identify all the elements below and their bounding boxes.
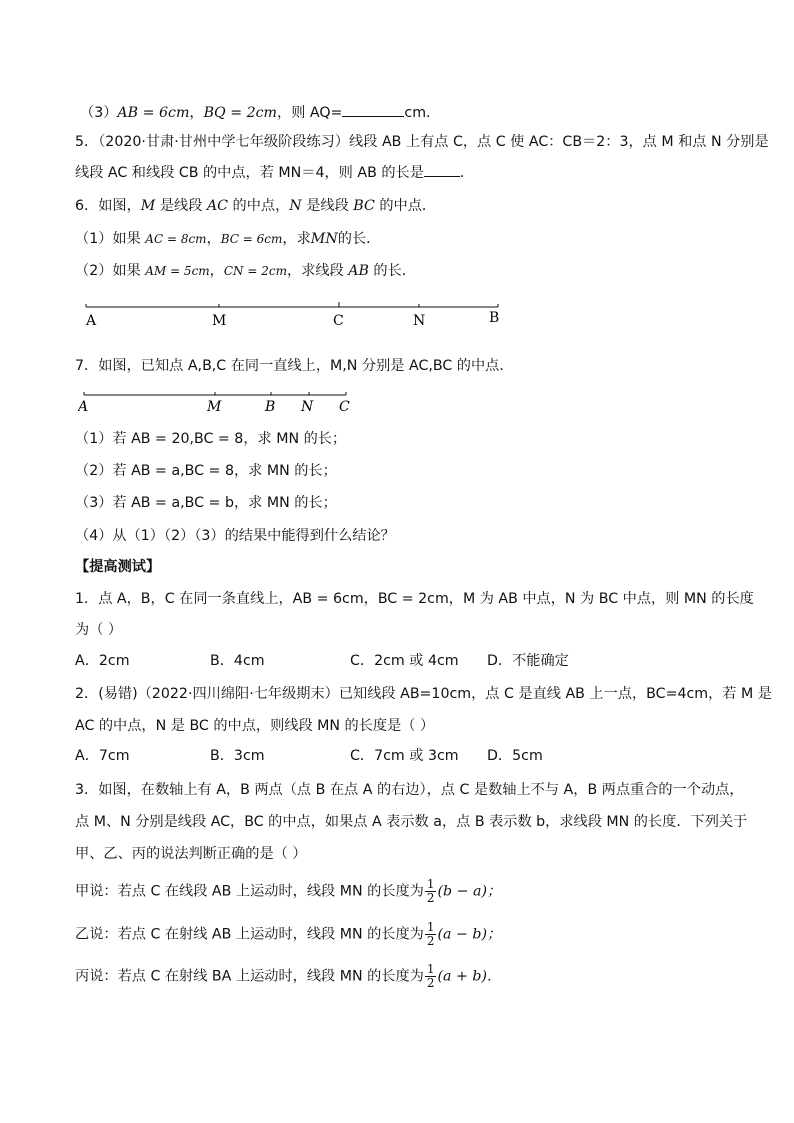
q6-p1-c: ，求 — [282, 231, 311, 247]
q6-p1-ac: AC = 8cm — [145, 232, 207, 246]
t3-bing-num: 1 — [426, 962, 435, 976]
q4-ab-expr: AB = 6cm — [117, 105, 190, 121]
q5-line2-text: 线段 AC 和线段 CB 的中点，若 MN＝4，则 AB 的长是 — [75, 165, 424, 181]
t2-option-d[interactable]: D．5cm — [487, 748, 543, 764]
q5-line1: 5．（2020·甘肃·甘州中学七年级阶段练习）线段 AB 上有点 C，点 C 使 AC：CB＝2：3，点 M 和点 N 分别是 — [75, 134, 769, 150]
q6-p1-bc: BC = 6cm — [220, 232, 283, 246]
q6-p2-ab: AB — [348, 263, 369, 279]
q6-stem-c: 的中点， — [228, 198, 290, 214]
t3-line1: 3．如图，在数轴上有 A，B 两点（点 B 在点 A 的右边），点 C 是数轴上不与 A，B 两点重合的一个动点， — [75, 782, 744, 798]
q4-mid: ，则 AQ= — [277, 105, 343, 121]
q7-segment-figure — [78, 387, 368, 417]
q7-label-b: B — [265, 399, 276, 415]
q6-segment-figure — [80, 296, 510, 332]
t3-line3: 甲、乙、丙的说法判断正确的是（ ） — [75, 846, 307, 862]
q5-line2 — [75, 162, 474, 183]
t2-option-c[interactable]: C．7cm 或 3cm — [350, 748, 459, 764]
q6-var-bc: BC — [353, 198, 375, 214]
q6-p1-a: （1）如果 — [75, 231, 146, 247]
t2-option-b[interactable]: B．3cm — [210, 748, 265, 764]
q4-sep: ， — [189, 105, 204, 121]
t2-line2: AC 的中点，N 是 BC 的中点，则线段 MN 的长度是（ ） — [75, 718, 435, 734]
t3-bing-den: 2 — [426, 976, 435, 990]
section-title: 【提高测试】 — [75, 559, 161, 575]
q6-part2 — [75, 261, 416, 281]
q4-bq-expr: BQ = 2cm — [203, 105, 278, 121]
q7-label-n: N — [301, 399, 314, 415]
q6-p1-mn: MN — [310, 231, 338, 247]
t3-jia-expr: (b − a)； — [437, 883, 502, 900]
q7-part4: （4）从（1）（2）（3）的结果中能得到什么结论？ — [75, 528, 395, 544]
t3-yi — [75, 921, 501, 948]
q5-line2-end: ． — [459, 165, 475, 181]
q6-label-n: N — [413, 313, 426, 329]
q6-label-a: A — [86, 313, 97, 329]
q6-p2-am: AM = 5cm — [145, 264, 210, 278]
t3-bing-fraction — [425, 963, 437, 990]
q6-p2-c: ，求线段 — [286, 263, 349, 279]
t3-yi-text: 乙说：若点 C 在射线 AB 上运动时，线段 MN 的长度为 — [75, 926, 424, 943]
t3-bing — [75, 963, 501, 990]
t3-yi-den: 2 — [426, 934, 435, 948]
q7-label-a: A — [78, 399, 89, 415]
q6-p2-a: （2）如果 — [75, 263, 146, 279]
q6-p2-d: 的长． — [368, 263, 416, 279]
t3-bing-text: 丙说：若点 C 在射线 BA 上运动时，线段 MN 的长度为 — [75, 968, 424, 985]
q4-part3-prefix: （3） — [80, 105, 118, 121]
q6-var-n: N — [289, 198, 302, 214]
q7-part1: （1）若 AB = 20,BC = 8，求 MN 的长； — [75, 431, 347, 447]
q6-stem-a: 6．如图， — [75, 198, 141, 214]
q6-p2-b: ， — [209, 263, 224, 279]
q7-label-c: C — [339, 399, 350, 415]
q6-p2-cn: CN = 2cm — [223, 264, 287, 278]
q7-label-m: M — [207, 399, 222, 415]
q6-p1-b: ， — [206, 231, 221, 247]
t3-jia-num: 1 — [426, 877, 435, 891]
t3-yi-fraction — [425, 921, 437, 948]
q4-suffix: cm. — [404, 105, 431, 121]
t3-jia — [75, 878, 501, 905]
t1-option-d[interactable]: D．不能确定 — [487, 653, 569, 669]
q6-label-c: C — [333, 313, 344, 329]
t3-jia-den: 2 — [426, 891, 435, 905]
t3-jia-text: 甲说：若点 C 在线段 AB 上运动时，线段 MN 的长度为 — [75, 883, 424, 900]
t1-option-c[interactable]: C．2cm 或 4cm — [350, 653, 459, 669]
t1-line2: 为（ ） — [75, 622, 123, 638]
t3-bing-expr: (a + b)． — [437, 968, 502, 985]
q6-stem-e: 的中点． — [374, 198, 437, 214]
q7-part2: （2）若 AB = a,BC = 8，求 MN 的长； — [75, 463, 337, 479]
t2-line1: 2．(易错)（2022·四川绵阳·七年级期末）已知线段 AB=10cm，点 C 是直线 AB 上一点，BC=4cm，若 M 是 — [75, 686, 772, 702]
q4-answer-blank[interactable] — [342, 102, 404, 117]
t1-option-a[interactable]: A．2cm — [75, 653, 130, 669]
q6-label-b: B — [489, 310, 500, 326]
q4-part3 — [80, 102, 431, 123]
t3-line2: 点 M、N 分别是线段 AC，BC 的中点，如果点 A 表示数 a，点 B 表示数 b，求线段 MN 的长度．下列关于 — [75, 814, 748, 830]
t2-option-a[interactable]: A．7cm — [75, 748, 130, 764]
q6-part1 — [75, 229, 380, 249]
t3-jia-fraction — [425, 878, 437, 905]
q5-answer-blank[interactable] — [424, 162, 460, 177]
q6-stem-b: 是线段 — [155, 198, 207, 214]
t3-yi-expr: (a − b)； — [437, 926, 502, 943]
q6-p1-d: 的长． — [337, 231, 381, 247]
t1-line1: 1．点 A，B，C 在同一条直线上，AB = 6cm，BC = 2cm，M 为 AB 中点，N 为 BC 中点，则 MN 的长度 — [75, 591, 754, 607]
q6-var-ac: AC — [206, 198, 229, 214]
q6-stem-d: 是线段 — [301, 198, 354, 214]
q7-part3: （3）若 AB = a,BC = b，求 MN 的长； — [75, 495, 337, 511]
q6-var-m: M — [140, 198, 156, 214]
q6-stem — [75, 196, 436, 216]
q7-stem: 7．如图，已知点 A,B,C 在同一直线上，M,N 分别是 AC,BC 的中点． — [75, 358, 514, 374]
t1-option-b[interactable]: B．4cm — [210, 653, 265, 669]
q6-label-m: M — [212, 313, 227, 329]
t3-yi-num: 1 — [426, 920, 435, 934]
